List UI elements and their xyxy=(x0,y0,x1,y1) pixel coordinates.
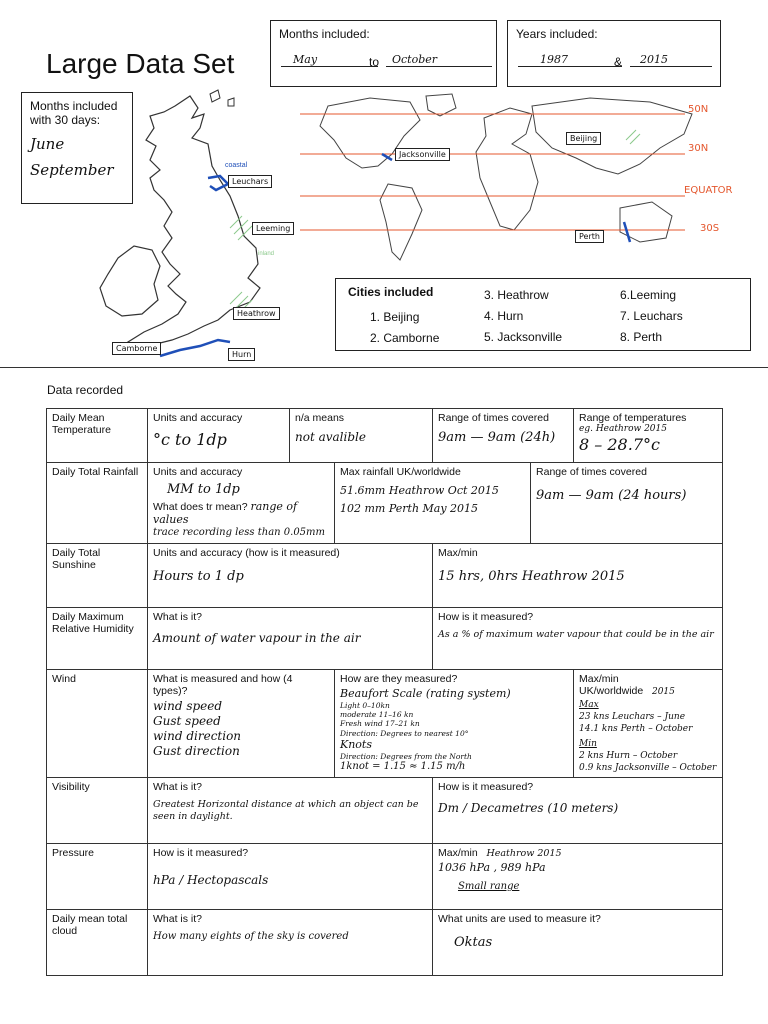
cell-answer: hPa / Hectopascals xyxy=(153,873,269,888)
cell-answer: Amount of water vapour in the air xyxy=(153,630,361,645)
cell-answer: 9am — 9am (24 hours) xyxy=(536,488,687,503)
city-entry: 8. Perth xyxy=(620,330,663,344)
cell-answer: Min xyxy=(579,738,597,749)
cell-answer: 51.6mm Heathrow Oct 2015 xyxy=(340,484,499,497)
cell-answer: °c to 1dp xyxy=(153,430,227,449)
cloud-what-cell xyxy=(148,910,433,976)
cell-answer: 1knot = 1.15 ≈ 1.15 m/h xyxy=(340,761,466,773)
inland-label: inland xyxy=(258,251,275,257)
city-entry: 2. Camborne xyxy=(370,331,440,345)
cell-answer: 15 hrs, 0hrs Heathrow 2015 xyxy=(438,568,625,584)
northern-islands xyxy=(210,90,234,106)
city-entry: 6.Leeming xyxy=(620,288,677,302)
visibility-how-cell xyxy=(433,778,723,844)
cell-label: Max rainfall UK/worldwide xyxy=(340,466,461,478)
row-visibility xyxy=(47,778,723,844)
cell-answer: MM to 1dp xyxy=(167,482,240,497)
cell-answer: Hours to 1 dp xyxy=(153,568,244,584)
city-entry: 3. Heathrow xyxy=(484,288,549,302)
cell-answer: Greatest Horizontal distance at which an object can be seen in daylight. xyxy=(153,799,419,823)
wind-type-item: Gust direction xyxy=(153,743,240,758)
cell-answer: 8 – 28.7°c xyxy=(579,435,660,455)
world-map xyxy=(300,92,740,272)
city-entry: 4. Hurn xyxy=(484,309,524,323)
cities-heading: Cities included xyxy=(348,285,434,299)
city-entry: 5. Jacksonville xyxy=(484,330,563,344)
coastal-line-south xyxy=(160,340,230,356)
cell-label: Range of temperatures xyxy=(579,412,687,424)
asia xyxy=(532,98,692,174)
visibility-what-cell xyxy=(148,778,433,844)
temp-na-cell xyxy=(290,409,433,463)
cell-label: Range of times covered xyxy=(438,412,549,424)
lat-50n-label: 50N xyxy=(688,104,709,115)
humidity-how-cell xyxy=(433,607,723,669)
world-city-perth: Perth xyxy=(575,230,604,243)
cell-answer: Fresh wind 17–21 kn xyxy=(340,719,420,729)
cities-col-3 xyxy=(620,285,683,348)
cell-answer: 23 kns Leuchars – June xyxy=(579,712,686,722)
city-entry: 7. Leuchars xyxy=(620,309,683,323)
cell-answer: Direction: Degrees from the North xyxy=(340,751,472,761)
row-name: Wind xyxy=(47,669,148,778)
cell-answer: not avalible xyxy=(295,430,366,444)
wind-max-cell xyxy=(574,669,723,778)
year-one: 1987 xyxy=(518,53,622,67)
uk-city-hurn: Hurn xyxy=(228,348,255,361)
month-from: May xyxy=(281,53,378,67)
cell-answer: Knots xyxy=(340,738,372,751)
label-line-1: Months included xyxy=(30,99,118,113)
cell-answer: Beaufort Scale (rating system) xyxy=(340,686,511,700)
cell-note: Heathrow 2015 xyxy=(486,848,562,860)
cell-label: What is measured and how (4 types)? xyxy=(153,672,293,697)
cell-answer: As a % of maximum water vapour that could be in the air xyxy=(438,628,714,640)
cell-label: Max/min xyxy=(438,546,478,559)
row-sunshine xyxy=(47,543,723,607)
year-two: 2015 xyxy=(630,53,712,67)
cell-answer: 9am — 9am (24h) xyxy=(438,430,556,445)
month-june: June xyxy=(30,135,65,153)
months-included-label: Months included: xyxy=(279,27,370,41)
cell-label: n/a means xyxy=(295,412,345,424)
cell-label: Units and accuracy xyxy=(153,466,243,478)
section-divider xyxy=(0,367,768,368)
cell-label: Range of times covered xyxy=(536,466,647,478)
page-title: Large Data Set xyxy=(46,48,235,79)
cell-label: Units and accuracy xyxy=(153,412,243,424)
row-wind xyxy=(47,669,723,778)
row-name: Visibility xyxy=(47,778,148,844)
row-name: Pressure xyxy=(47,844,148,910)
row-humidity xyxy=(47,607,723,669)
cell-label: Max/min UK/worldwide xyxy=(579,672,644,697)
cell-label: How is it measured? xyxy=(438,781,534,794)
lat-30n-label: 30N xyxy=(688,143,709,154)
humidity-what-cell xyxy=(148,607,433,669)
cell-answer: 102 mm Perth May 2015 xyxy=(340,501,479,515)
cell-label: Max/min xyxy=(438,847,478,860)
cell-answer: How many eights of the sky is covered xyxy=(153,931,349,943)
temp-range-cell xyxy=(574,409,723,463)
rain-max-cell xyxy=(335,463,531,544)
cell-answer: Dm / Decametres (10 meters) xyxy=(438,801,619,816)
years-amp: & xyxy=(614,55,623,69)
cloud-units-cell xyxy=(433,910,723,976)
row-cloud xyxy=(47,910,723,976)
row-name: Daily Maximum Relative Humidity xyxy=(47,607,148,669)
row-rainfall xyxy=(47,463,723,544)
cell-label: What is it? xyxy=(153,781,203,794)
wind-how-cell xyxy=(335,669,574,778)
rain-times-cell xyxy=(531,463,723,544)
cell-answer: Small range xyxy=(458,881,520,892)
cell-answer: moderate 11–16 kn xyxy=(340,709,414,719)
cell-label: Units and accuracy (how is it measured) xyxy=(153,546,340,559)
lat-30s-label: 30S xyxy=(700,223,720,234)
pressure-max-cell xyxy=(433,844,723,910)
temp-units-cell xyxy=(148,409,290,463)
coastal-label: coastal xyxy=(225,162,248,169)
row-name: Daily Total Sunshine xyxy=(47,543,148,607)
uk-city-heathrow: Heathrow xyxy=(233,307,280,320)
cell-answer: Direction: Degrees to nearest 10° xyxy=(340,728,469,738)
cell-label: What is it? xyxy=(153,913,203,926)
data-recorded-heading: Data recorded xyxy=(47,383,124,397)
months-included-box xyxy=(270,20,497,87)
cities-col-2 xyxy=(484,285,562,348)
wind-type-item: Gust speed xyxy=(153,713,221,728)
cell-answer: 2 kns Hurn – October xyxy=(579,750,678,761)
cities-col-1 xyxy=(370,307,439,349)
cell-note: 2015 xyxy=(651,686,675,697)
cell-answer: Light 0–10kn xyxy=(340,700,390,710)
world-city-beijing: Beijing xyxy=(566,132,601,145)
cell-note: eg. Heathrow 2015 xyxy=(579,424,667,434)
rain-units-cell xyxy=(148,463,335,544)
uk-city-leeming: Leeming xyxy=(252,222,294,235)
years-included-box xyxy=(507,20,721,87)
temp-times-cell xyxy=(433,409,574,463)
greenland xyxy=(426,94,456,116)
cell-answer: 14.1 kns Perth – October xyxy=(579,724,693,735)
cell-label: What units are used to measure it? xyxy=(438,913,601,926)
sun-units-cell xyxy=(148,543,433,607)
years-included-label: Years included: xyxy=(516,27,598,41)
cell-answer: Max xyxy=(579,699,599,710)
months-to-word: to xyxy=(369,55,380,69)
europe-africa xyxy=(476,108,538,230)
world-city-jacksonville: Jacksonville xyxy=(395,148,450,161)
city-entry: 1. Beijing xyxy=(370,310,420,324)
sun-max-cell xyxy=(433,543,723,607)
month-september: September xyxy=(30,161,114,179)
cell-label: How is it measured? xyxy=(438,610,534,623)
wind-type-item: wind direction xyxy=(153,728,242,743)
wind-type-item: wind speed xyxy=(153,698,223,713)
cell-label: What is it? xyxy=(153,610,203,623)
cell-label: How are they measured? xyxy=(340,672,458,685)
south-america xyxy=(380,184,422,260)
data-table xyxy=(46,408,723,976)
equator-label: EQUATOR xyxy=(684,185,733,196)
cell-label: How is it measured? xyxy=(153,847,249,860)
cell-label: What does tr mean? xyxy=(153,501,248,514)
cell-answer: trace recording less than 0.05mm xyxy=(153,527,326,539)
cell-answer: Oktas xyxy=(454,935,493,951)
cell-answer: 1036 hPa , 989 hPa xyxy=(438,861,546,875)
cities-included-box xyxy=(335,278,751,351)
cell-answer: range of values xyxy=(153,500,298,527)
wind-types-cell xyxy=(148,669,335,778)
row-name: Daily mean total cloud xyxy=(47,910,148,976)
month-to: October xyxy=(386,53,492,67)
row-name: Daily Total Rainfall xyxy=(47,463,148,544)
row-pressure xyxy=(47,844,723,910)
uk-city-leuchars: Leuchars xyxy=(228,175,272,188)
ireland-outline xyxy=(100,246,160,316)
label-line-2: with 30 days: xyxy=(30,113,101,127)
row-name: Daily Mean Temperature xyxy=(47,409,148,463)
row-temperature xyxy=(47,409,723,463)
uk-city-camborne: Camborne xyxy=(112,342,161,355)
cell-answer: 0.9 kns Jacksonville – October xyxy=(579,763,717,773)
pressure-how-cell xyxy=(148,844,433,910)
